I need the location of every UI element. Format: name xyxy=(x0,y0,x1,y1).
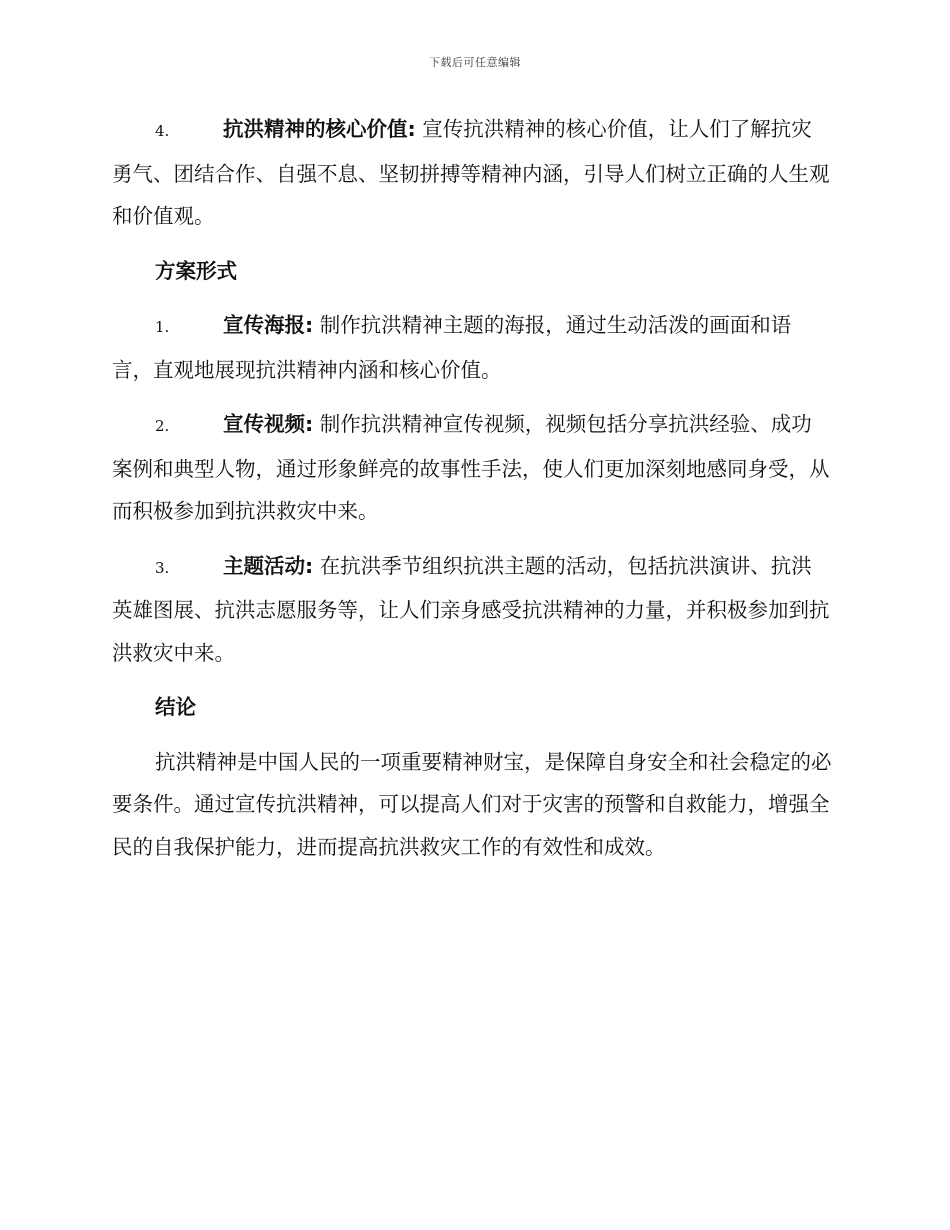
list-item-activity xyxy=(112,545,832,675)
list-number: 2. xyxy=(155,417,170,435)
list-item-video xyxy=(112,403,832,533)
list-term: 宣传视频: xyxy=(223,412,314,436)
list-term: 宣传海报: xyxy=(223,313,314,337)
list-text: 制作抗洪精神宣传视频，视频包括分享抗洪经验、成功案例和典型人物，通过形象鲜亮的故事性手法，使人们更加深刻地感同身受，从而积极参加到抗洪救灾中来。 xyxy=(112,412,830,523)
list-text: 宣传抗洪精神的核心价值，让人们了解抗灾勇气、团结合作、自强不息、坚韧拼搏等精神内涵，引导人们树立正确的人生观和价值观。 xyxy=(112,117,830,228)
list-text: 在抗洪季节组织抗洪主题的活动，包括抗洪演讲、抗洪英雄图展、抗洪志愿服务等，让人们亲身感受抗洪精神的力量，并积极参加到抗洪救灾中来。 xyxy=(112,553,830,665)
list-term: 主题活动: xyxy=(223,553,314,578)
list-number: 4. xyxy=(155,122,170,140)
list-item-core-value xyxy=(112,108,832,238)
list-number: 1. xyxy=(155,318,170,336)
list-item-poster xyxy=(112,304,832,391)
page-header: 下载后可任意编辑 xyxy=(429,56,521,69)
list-text: 制作抗洪精神主题的海报，通过生动活泼的画面和语言，直观地展现抗洪精神内涵和核心价值。 xyxy=(112,313,792,382)
list-term: 抗洪精神的核心价值: xyxy=(223,117,416,141)
section-heading-conclusion: 结论 xyxy=(155,695,196,719)
document-body xyxy=(112,108,832,880)
section-heading-form: 方案形式 xyxy=(155,258,237,283)
list-number: 3. xyxy=(155,558,170,577)
conclusion-paragraph: 抗洪精神是中国人民的一项重要精神财宝，是保障自身安全和社会稳定的必要条件。通过宣传抗洪精神，可以提高人们对于灾害的预警和自救能力，增强全民的自我保护能力，进而提高抗洪救灾工作的有效性和成效。 xyxy=(112,749,832,859)
